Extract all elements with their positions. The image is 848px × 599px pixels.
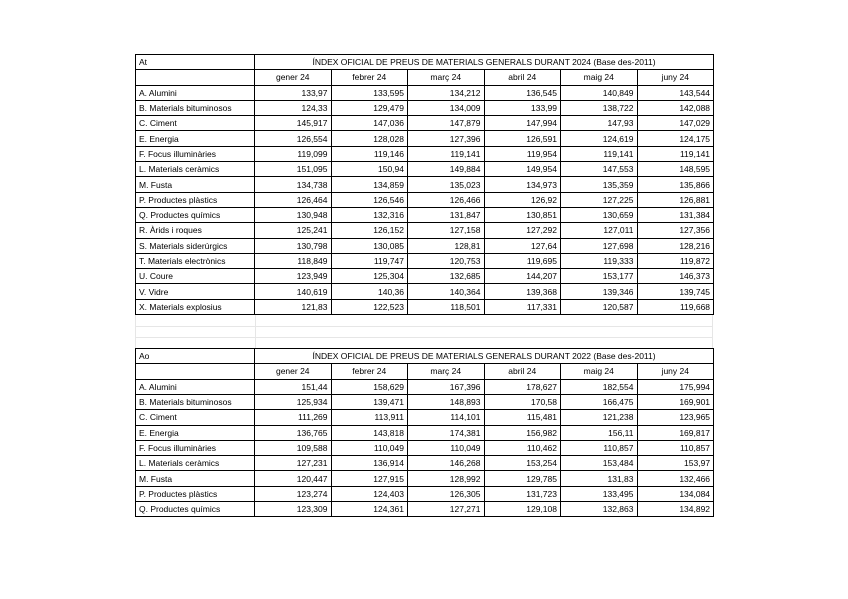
table-row [136, 299, 714, 314]
material-label: L. Materials ceràmics [136, 456, 255, 471]
month-header: febrer 24 [331, 364, 408, 379]
table-row [136, 131, 714, 146]
index-value-cell: 146,373 [637, 269, 714, 284]
index-value-cell: 120,587 [561, 299, 638, 314]
index-value-cell: 120,447 [255, 471, 332, 486]
material-label: M. Fusta [136, 177, 255, 192]
index-value-cell: 128,81 [408, 238, 485, 253]
index-value-cell: 178,627 [484, 379, 561, 394]
index-value-cell: 139,471 [331, 394, 408, 409]
index-value-cell: 138,722 [561, 100, 638, 115]
index-value-cell: 140,36 [331, 284, 408, 299]
index-value-cell: 134,973 [484, 177, 561, 192]
index-value-cell: 126,466 [408, 192, 485, 207]
index-value-cell: 123,274 [255, 486, 332, 501]
index-value-cell: 127,158 [408, 223, 485, 238]
spreadsheet-sheet [135, 54, 713, 517]
index-value-cell: 151,095 [255, 162, 332, 177]
index-value-cell: 132,863 [561, 502, 638, 517]
month-header: març 24 [408, 364, 485, 379]
table-row [136, 502, 714, 517]
table-row [136, 207, 714, 222]
month-header: maig 24 [561, 364, 638, 379]
table-corner-label: At [136, 55, 255, 70]
index-value-cell: 119,954 [484, 146, 561, 161]
table-row [136, 238, 714, 253]
material-label: P. Productes plàstics [136, 192, 255, 207]
index-value-cell: 128,028 [331, 131, 408, 146]
index-value-cell: 169,901 [637, 394, 714, 409]
index-value-cell: 147,553 [561, 162, 638, 177]
index-value-cell: 124,175 [637, 131, 714, 146]
index-value-cell: 147,029 [637, 116, 714, 131]
index-value-cell: 156,11 [561, 425, 638, 440]
index-value-cell: 120,753 [408, 253, 485, 268]
material-label: L. Materials ceràmics [136, 162, 255, 177]
index-value-cell: 129,785 [484, 471, 561, 486]
index-value-cell: 125,241 [255, 223, 332, 238]
index-value-cell: 109,588 [255, 440, 332, 455]
index-value-cell: 117,331 [484, 299, 561, 314]
index-value-cell: 142,088 [637, 100, 714, 115]
table-row [136, 192, 714, 207]
material-label: A. Alumini [136, 379, 255, 394]
index-value-cell: 139,368 [484, 284, 561, 299]
index-value-cell: 119,141 [561, 146, 638, 161]
index-value-cell: 133,97 [255, 85, 332, 100]
month-header: maig 24 [561, 70, 638, 85]
index-value-cell: 133,99 [484, 100, 561, 115]
material-label: S. Materials siderúrgics [136, 238, 255, 253]
month-header: juny 24 [637, 364, 714, 379]
index-value-cell: 139,745 [637, 284, 714, 299]
index-value-cell: 126,881 [637, 192, 714, 207]
material-label: X. Materials explosius [136, 299, 255, 314]
index-value-cell: 129,108 [484, 502, 561, 517]
index-value-cell: 119,099 [255, 146, 332, 161]
index-value-cell: 147,879 [408, 116, 485, 131]
index-value-cell: 143,818 [331, 425, 408, 440]
index-value-cell: 153,177 [561, 269, 638, 284]
table-row [136, 284, 714, 299]
index-value-cell: 128,216 [637, 238, 714, 253]
material-label: F. Focus illuminàries [136, 440, 255, 455]
table-title: ÍNDEX OFICIAL DE PREUS DE MATERIALS GENERALS DURANT 2022 (Base des-2011) [255, 349, 714, 364]
index-value-cell: 123,309 [255, 502, 332, 517]
index-value-cell: 126,591 [484, 131, 561, 146]
index-value-cell: 127,698 [561, 238, 638, 253]
table-row [136, 162, 714, 177]
index-value-cell: 119,747 [331, 253, 408, 268]
index-value-cell: 126,92 [484, 192, 561, 207]
table-row [136, 456, 714, 471]
index-value-cell: 147,994 [484, 116, 561, 131]
table-row [136, 486, 714, 501]
index-value-cell: 140,849 [561, 85, 638, 100]
index-value-cell: 136,765 [255, 425, 332, 440]
index-value-cell: 130,659 [561, 207, 638, 222]
index-value-cell: 128,992 [408, 471, 485, 486]
index-value-cell: 127,64 [484, 238, 561, 253]
index-value-cell: 131,847 [408, 207, 485, 222]
index-value-cell: 124,403 [331, 486, 408, 501]
table-row [136, 177, 714, 192]
index-value-cell: 123,949 [255, 269, 332, 284]
table-row [136, 425, 714, 440]
month-header: març 24 [408, 70, 485, 85]
index-value-cell: 124,361 [331, 502, 408, 517]
index-value-cell: 127,231 [255, 456, 332, 471]
index-value-cell: 110,857 [637, 440, 714, 455]
index-value-cell: 130,851 [484, 207, 561, 222]
index-value-cell: 148,893 [408, 394, 485, 409]
index-value-cell: 131,83 [561, 471, 638, 486]
index-value-cell: 126,305 [408, 486, 485, 501]
index-value-cell: 122,523 [331, 299, 408, 314]
index-value-cell: 127,011 [561, 223, 638, 238]
index-value-cell: 149,954 [484, 162, 561, 177]
table-row [136, 85, 714, 100]
index-value-cell: 110,857 [561, 440, 638, 455]
title-row [136, 55, 714, 70]
index-value-cell: 132,466 [637, 471, 714, 486]
material-label: B. Materials bituminosos [136, 394, 255, 409]
index-value-cell: 119,668 [637, 299, 714, 314]
index-value-cell: 127,915 [331, 471, 408, 486]
index-value-cell: 127,292 [484, 223, 561, 238]
index-value-cell: 132,685 [408, 269, 485, 284]
index-value-cell: 170,58 [484, 394, 561, 409]
table-row [136, 379, 714, 394]
index-value-cell: 110,049 [408, 440, 485, 455]
index-value-cell: 169,817 [637, 425, 714, 440]
material-label: Q. Productes químics [136, 502, 255, 517]
index-value-cell: 134,892 [637, 502, 714, 517]
index-value-cell: 151,44 [255, 379, 332, 394]
index-value-cell: 148,595 [637, 162, 714, 177]
index-value-cell: 145,917 [255, 116, 332, 131]
material-label: F. Focus illuminàries [136, 146, 255, 161]
index-value-cell: 133,595 [331, 85, 408, 100]
index-value-cell: 119,141 [637, 146, 714, 161]
price-index-table-2024 [135, 54, 714, 315]
index-value-cell: 119,695 [484, 253, 561, 268]
empty-spacer-rows [135, 315, 713, 348]
index-value-cell: 144,207 [484, 269, 561, 284]
index-value-cell: 167,396 [408, 379, 485, 394]
index-value-cell: 153,97 [637, 456, 714, 471]
index-value-cell: 127,396 [408, 131, 485, 146]
table-row [136, 471, 714, 486]
material-label: M. Fusta [136, 471, 255, 486]
table-corner-label: Ao [136, 349, 255, 364]
index-value-cell: 146,268 [408, 456, 485, 471]
table-row [136, 253, 714, 268]
index-value-cell: 158,629 [331, 379, 408, 394]
table-row [136, 440, 714, 455]
table-row [136, 146, 714, 161]
index-value-cell: 119,146 [331, 146, 408, 161]
table-row [136, 223, 714, 238]
table-title: ÍNDEX OFICIAL DE PREUS DE MATERIALS GENERALS DURANT 2024 (Base des-2011) [255, 55, 714, 70]
index-value-cell: 130,798 [255, 238, 332, 253]
material-label: U. Coure [136, 269, 255, 284]
index-value-cell: 126,554 [255, 131, 332, 146]
index-value-cell: 123,965 [637, 410, 714, 425]
material-label: C. Ciment [136, 410, 255, 425]
month-header-row [136, 364, 714, 379]
index-value-cell: 175,994 [637, 379, 714, 394]
index-value-cell: 131,384 [637, 207, 714, 222]
index-value-cell: 147,93 [561, 116, 638, 131]
month-header: febrer 24 [331, 70, 408, 85]
material-label: T. Materials electrònics [136, 253, 255, 268]
index-value-cell: 119,141 [408, 146, 485, 161]
index-value-cell: 118,849 [255, 253, 332, 268]
index-value-cell: 127,356 [637, 223, 714, 238]
index-value-cell: 135,359 [561, 177, 638, 192]
material-label: E. Energia [136, 131, 255, 146]
index-value-cell: 136,914 [331, 456, 408, 471]
material-label: C. Ciment [136, 116, 255, 131]
index-value-cell: 135,023 [408, 177, 485, 192]
index-value-cell: 119,872 [637, 253, 714, 268]
index-value-cell: 121,83 [255, 299, 332, 314]
index-value-cell: 150,94 [331, 162, 408, 177]
header-empty-cell [136, 364, 255, 379]
index-value-cell: 119,333 [561, 253, 638, 268]
index-value-cell: 111,269 [255, 410, 332, 425]
index-value-cell: 133,495 [561, 486, 638, 501]
material-label: V. Vidre [136, 284, 255, 299]
index-value-cell: 156,982 [484, 425, 561, 440]
index-value-cell: 131,723 [484, 486, 561, 501]
index-value-cell: 134,859 [331, 177, 408, 192]
table-row [136, 394, 714, 409]
header-empty-cell [136, 70, 255, 85]
index-value-cell: 140,364 [408, 284, 485, 299]
index-value-cell: 182,554 [561, 379, 638, 394]
index-value-cell: 124,619 [561, 131, 638, 146]
index-value-cell: 121,238 [561, 410, 638, 425]
index-value-cell: 129,479 [331, 100, 408, 115]
table-row [136, 269, 714, 284]
material-label: B. Materials bituminosos [136, 100, 255, 115]
index-value-cell: 127,271 [408, 502, 485, 517]
index-value-cell: 134,212 [408, 85, 485, 100]
index-value-cell: 134,738 [255, 177, 332, 192]
month-header: abril 24 [484, 70, 561, 85]
index-value-cell: 149,884 [408, 162, 485, 177]
index-value-cell: 126,464 [255, 192, 332, 207]
index-value-cell: 110,462 [484, 440, 561, 455]
index-value-cell: 126,152 [331, 223, 408, 238]
month-header: gener 24 [255, 364, 332, 379]
index-value-cell: 135,866 [637, 177, 714, 192]
index-value-cell: 126,546 [331, 192, 408, 207]
index-value-cell: 153,254 [484, 456, 561, 471]
index-value-cell: 174,381 [408, 425, 485, 440]
index-value-cell: 134,009 [408, 100, 485, 115]
index-value-cell: 140,619 [255, 284, 332, 299]
index-value-cell: 166,475 [561, 394, 638, 409]
index-value-cell: 130,085 [331, 238, 408, 253]
index-value-cell: 132,316 [331, 207, 408, 222]
table-row [136, 116, 714, 131]
month-header: juny 24 [637, 70, 714, 85]
index-value-cell: 134,084 [637, 486, 714, 501]
index-value-cell: 130,948 [255, 207, 332, 222]
material-label: P. Productes plàstics [136, 486, 255, 501]
index-value-cell: 125,304 [331, 269, 408, 284]
index-value-cell: 147,036 [331, 116, 408, 131]
index-value-cell: 114,101 [408, 410, 485, 425]
title-row [136, 349, 714, 364]
month-header: abril 24 [484, 364, 561, 379]
index-value-cell: 125,934 [255, 394, 332, 409]
index-value-cell: 113,911 [331, 410, 408, 425]
material-label: A. Alumini [136, 85, 255, 100]
index-value-cell: 136,545 [484, 85, 561, 100]
price-index-table-2022 [135, 348, 714, 517]
table-row [136, 410, 714, 425]
index-value-cell: 127,225 [561, 192, 638, 207]
index-value-cell: 110,049 [331, 440, 408, 455]
material-label: Q. Productes químics [136, 207, 255, 222]
index-value-cell: 153,484 [561, 456, 638, 471]
material-label: E. Energia [136, 425, 255, 440]
index-value-cell: 143,544 [637, 85, 714, 100]
index-value-cell: 139,346 [561, 284, 638, 299]
material-label: R. Àrids i roques [136, 223, 255, 238]
month-header: gener 24 [255, 70, 332, 85]
month-header-row [136, 70, 714, 85]
index-value-cell: 118,501 [408, 299, 485, 314]
index-value-cell: 115,481 [484, 410, 561, 425]
index-value-cell: 124,33 [255, 100, 332, 115]
table-row [136, 100, 714, 115]
